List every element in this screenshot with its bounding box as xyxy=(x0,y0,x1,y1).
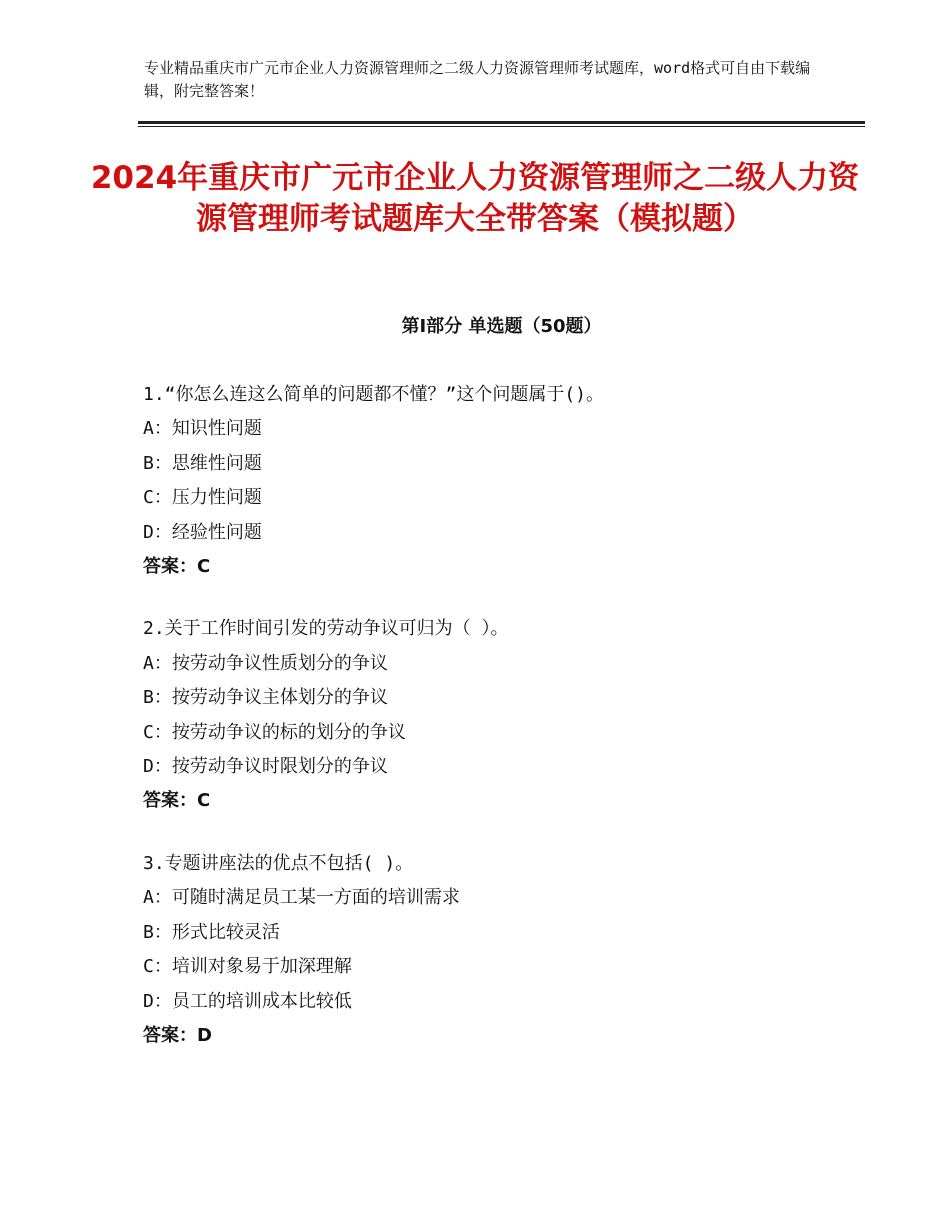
answer-label: 答案： xyxy=(143,1024,197,1046)
question-3 xyxy=(143,847,863,1053)
option-b: B：按劳动争议主体划分的争议 xyxy=(143,687,388,709)
document-title: 2024年重庆市广元市企业人力资源管理师之二级人力资源管理师考试题库大全带答案（模拟题） xyxy=(90,160,860,237)
header-divider-thin xyxy=(138,126,865,127)
answer-line xyxy=(143,550,863,584)
option-c: C：压力性问题 xyxy=(143,487,262,509)
option-a: A：知识性问题 xyxy=(143,418,262,440)
question-stem: 2.关于工作时间引发的劳动争议可归为（ ）。 xyxy=(143,618,509,640)
answer-value: C xyxy=(197,556,211,578)
option-b: B：形式比较灵活 xyxy=(143,921,280,943)
section-title: 第Ⅰ部分 单选题（50题） xyxy=(401,316,602,337)
answer-line xyxy=(143,1019,863,1053)
option-c: C：按劳动争议的标的划分的争议 xyxy=(143,721,406,743)
option-c: C：培训对象易于加深理解 xyxy=(143,956,352,978)
question-list xyxy=(143,378,863,1081)
option-b: B：思维性问题 xyxy=(143,452,262,474)
question-2 xyxy=(143,612,863,818)
option-a: A：可随时满足员工某一方面的培训需求 xyxy=(143,887,460,909)
header-divider-thick xyxy=(138,121,865,124)
option-d: D：按劳动争议时限划分的争议 xyxy=(143,756,388,778)
option-d: D：经验性问题 xyxy=(143,521,262,543)
question-stem: 1.“你怎么连这么简单的问题都不懂？”这个问题属于()。 xyxy=(143,384,605,405)
question-stem: 3.专题讲座法的优点不包括( )。 xyxy=(143,852,414,874)
answer-label: 答案： xyxy=(143,556,197,578)
option-a: A：按劳动争议性质划分的争议 xyxy=(143,652,388,674)
answer-label: 答案： xyxy=(143,790,197,812)
answer-value: C xyxy=(197,790,211,812)
answer-value: D xyxy=(197,1024,212,1046)
answer-line xyxy=(143,784,863,818)
option-d: D：员工的培训成本比较低 xyxy=(143,990,352,1012)
question-1 xyxy=(143,378,863,584)
header-note: 专业精品重庆市广元市企业人力资源管理师之二级人力资源管理师考试题库，word格式可自由下载编辑，附完整答案！ xyxy=(144,59,811,100)
